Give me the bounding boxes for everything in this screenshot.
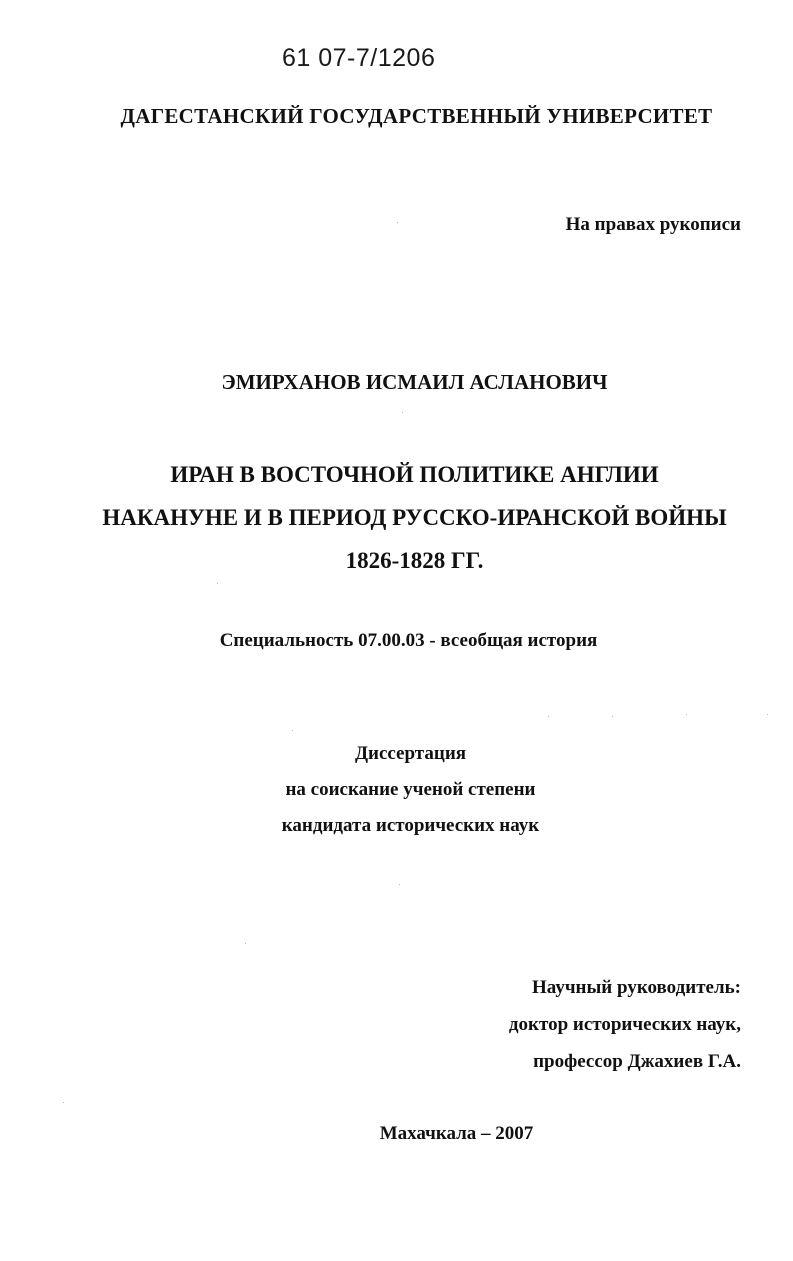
- degree-line: кандидата исторических наук: [281, 815, 540, 836]
- author-name: ЭМИРХАНОВ ИСМАИЛ АСЛАНОВИЧ: [221, 370, 608, 394]
- supervisor-line: доктор исторических наук,: [508, 1014, 741, 1035]
- scan-speck: [399, 884, 400, 885]
- supervisor-line: профессор Джахиев Г.А.: [533, 1051, 741, 1072]
- scan-speck: [548, 716, 549, 717]
- title-line: НАКАНУНЕ И В ПЕРИОД РУССКО-ИРАНСКОЙ ВОЙНЫ: [102, 505, 727, 530]
- scan-speck: [245, 943, 246, 944]
- scan-speck: [402, 412, 403, 413]
- degree-line: на соискание ученой степени: [285, 779, 536, 800]
- scan-speck: [217, 583, 218, 584]
- scan-speck: [767, 714, 768, 715]
- scan-speck: [397, 222, 398, 223]
- scan-speck: [612, 716, 613, 717]
- scan-speck: [63, 1102, 64, 1103]
- city-year: Махачкала – 2007: [379, 1123, 534, 1144]
- title-line: ИРАН В ВОСТОЧНОЙ ПОЛИТИКЕ АНГЛИИ: [170, 462, 659, 487]
- manuscript-note: На правах рукописи: [565, 214, 741, 235]
- university-name: ДАГЕСТАНСКИЙ ГОСУДАРСТВЕННЫЙ УНИВЕРСИТЕТ: [120, 104, 713, 128]
- degree-line: Диссертация: [354, 743, 467, 764]
- catalog-number: 61 07-7/1206: [282, 44, 436, 72]
- title-line: 1826-1828 ГГ.: [345, 548, 484, 573]
- specialty: Специальность 07.00.03 - всеобщая история: [219, 630, 598, 651]
- scan-speck: [686, 714, 687, 715]
- supervisor-line: Научный руководитель:: [532, 977, 741, 998]
- scan-speck: [292, 730, 293, 731]
